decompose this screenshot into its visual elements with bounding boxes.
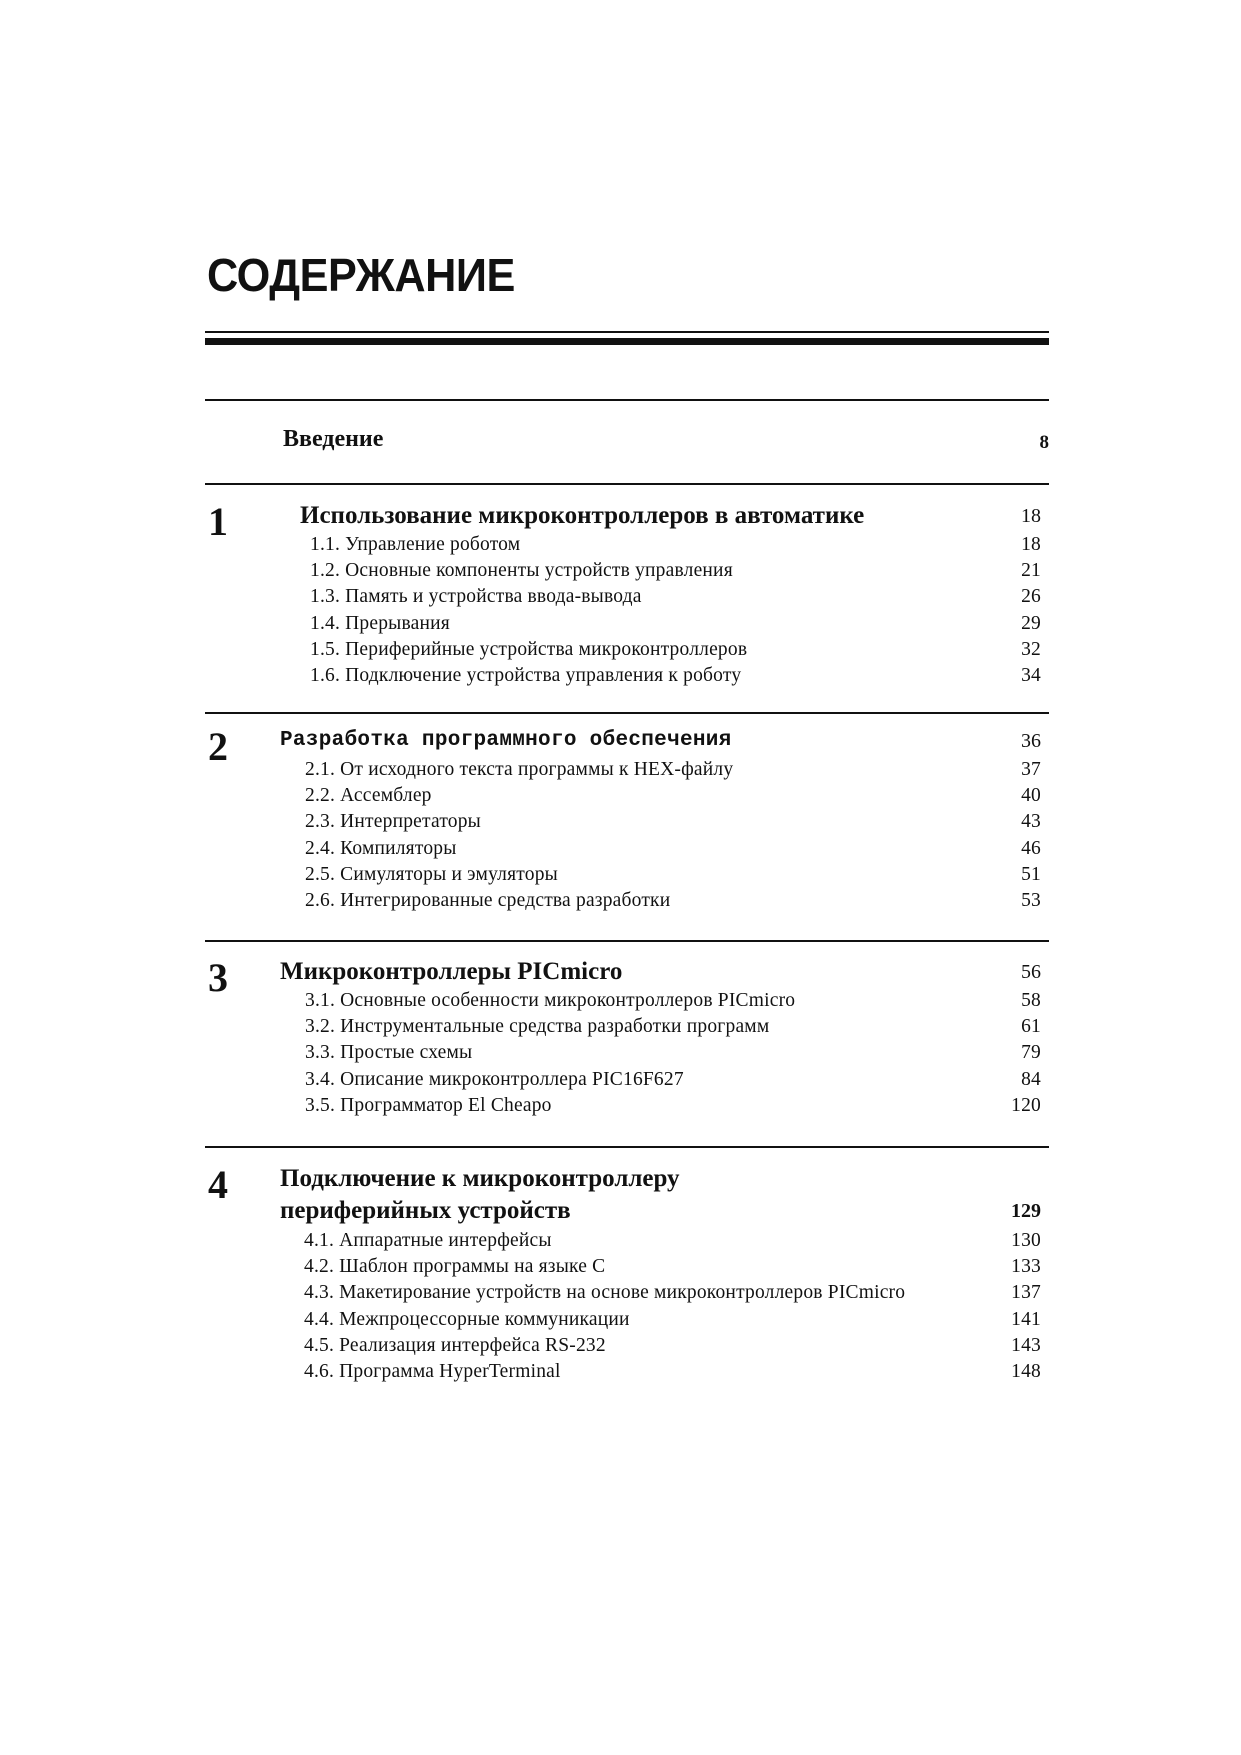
list-item: [304, 1359, 1041, 1385]
list-item: [304, 1280, 1041, 1306]
entry-text: 3.3. Простые схемы: [305, 1042, 473, 1064]
list-item: [305, 1014, 1041, 1040]
entry-page: 43: [1021, 811, 1041, 833]
entry-text: 3.1. Основные особенности микроконтроллеров PICmicro: [305, 990, 796, 1011]
entry-page: 58: [1021, 990, 1041, 1011]
title-rule-thick: [205, 338, 1049, 345]
entry-text: 1.1. Управление роботом: [310, 534, 521, 555]
section-divider: [205, 940, 1049, 942]
entry-page: 32: [1021, 638, 1041, 660]
entry-page: 34: [1021, 664, 1041, 686]
entry-page: 120: [1011, 1094, 1041, 1116]
list-item: [304, 1307, 1041, 1333]
entry-text: 4.2. Шаблон программы на языке С: [304, 1256, 606, 1278]
entry-list: [304, 1228, 1041, 1385]
list-item: [304, 1254, 1041, 1280]
entry-text: 1.2. Основные компоненты устройств управления: [310, 560, 733, 582]
entry-text: 3.5. Программатор El Cheapo: [305, 1094, 552, 1116]
chapter-title: Разработка программного обеспечения: [280, 729, 732, 752]
list-item: [304, 1333, 1041, 1359]
entry-page: 53: [1021, 889, 1041, 911]
entry-page: 40: [1021, 785, 1041, 807]
entry-page: 61: [1021, 1016, 1041, 1038]
chapter-title: Использование микроконтроллеров в автоматике: [300, 502, 865, 529]
entry-page: 51: [1021, 863, 1041, 885]
list-item: [305, 809, 1041, 835]
list-item: [305, 862, 1041, 888]
entry-text: 2.2. Ассемблер: [305, 785, 432, 807]
chapter-title-line-2: периферийных устройств: [280, 1197, 571, 1224]
entry-page: 143: [1011, 1334, 1041, 1356]
entry-page: 141: [1011, 1308, 1041, 1330]
entry-page: 21: [1021, 560, 1041, 582]
chapter-page: 18: [1021, 505, 1041, 527]
entry-page: 84: [1021, 1068, 1041, 1090]
entry-text: 4.6. Программа HyperTerminal: [304, 1360, 561, 1382]
list-item: [305, 1067, 1041, 1093]
entry-page: 29: [1021, 612, 1041, 634]
list-item: [305, 783, 1041, 809]
entry-text: 2.4. Компиляторы: [305, 837, 457, 859]
entry-text: 2.6. Интегрированные средства разработки: [305, 889, 671, 911]
chapter-title-line-1: Подключение к микроконтроллеру: [280, 1165, 680, 1192]
chapter-page: 36: [1021, 730, 1041, 752]
section-divider: [205, 483, 1049, 485]
entry-text: 2.1. От исходного текста программы к HEX-файлу: [305, 759, 734, 780]
entry-text: 4.5. Реализация интерфейса RS-232: [304, 1334, 606, 1356]
list-item: [310, 558, 1041, 584]
entry-text: 4.4. Межпроцессорные коммуникации: [304, 1308, 630, 1330]
chapter-page: 56: [1021, 961, 1041, 983]
entry-text: 1.5. Периферийные устройства микроконтроллеров: [310, 638, 748, 660]
entry-text: 1.3. Память и устройства ввода-вывода: [310, 586, 642, 608]
list-item: [310, 532, 1041, 558]
entry-page: 46: [1021, 837, 1041, 859]
list-item: [310, 584, 1041, 610]
entry-page: 18: [1021, 534, 1041, 555]
chapter-number: 4: [208, 1162, 228, 1207]
list-item: [305, 888, 1041, 914]
chapter-number: 3: [208, 955, 228, 1000]
entry-text: 1.4. Прерывания: [310, 612, 450, 634]
list-item: [310, 637, 1041, 663]
list-item: [305, 988, 1041, 1014]
section-divider: [205, 399, 1049, 401]
list-item: [305, 757, 1041, 783]
entry-page: 137: [1011, 1282, 1041, 1304]
entry-page: 37: [1021, 759, 1041, 780]
entry-text: 4.1. Аппаратные интерфейсы: [304, 1230, 552, 1251]
chapter-page: 129: [1011, 1200, 1041, 1222]
list-item: [304, 1228, 1041, 1254]
list-item: [305, 1093, 1041, 1119]
chapter-title: Микроконтроллеры PICmicro: [280, 958, 623, 985]
section-divider: [205, 1146, 1049, 1148]
title-rule-thin: [205, 331, 1049, 333]
entry-list: [305, 988, 1041, 1119]
entry-page: 26: [1021, 586, 1041, 608]
entry-list: [310, 532, 1041, 689]
list-item: [310, 663, 1041, 689]
entry-list: [305, 757, 1041, 914]
entry-text: 3.2. Инструментальные средства разработки программ: [305, 1016, 770, 1038]
entry-page: 133: [1011, 1256, 1041, 1278]
entry-page: 130: [1011, 1230, 1041, 1251]
list-item: [305, 836, 1041, 862]
entry-text: 2.5. Симуляторы и эмуляторы: [305, 863, 558, 885]
list-item: [305, 1040, 1041, 1066]
entry-page: 79: [1021, 1042, 1041, 1064]
intro-title: Введение: [283, 426, 384, 452]
entry-text: 2.3. Интерпретаторы: [305, 811, 481, 833]
list-item: [310, 611, 1041, 637]
entry-page: 148: [1011, 1360, 1041, 1382]
chapter-number: 2: [208, 724, 228, 769]
entry-text: 4.3. Макетирование устройств на основе микроконтроллеров PICmicro: [304, 1282, 906, 1304]
page-title: СОДЕРЖАНИЕ: [207, 249, 515, 301]
entry-text: 1.6. Подключение устройства управления к роботу: [310, 664, 742, 686]
section-divider: [205, 712, 1049, 714]
entry-text: 3.4. Описание микроконтроллера PIC16F627: [305, 1068, 684, 1090]
intro-page: 8: [1039, 432, 1049, 453]
chapter-number: 1: [208, 499, 228, 544]
